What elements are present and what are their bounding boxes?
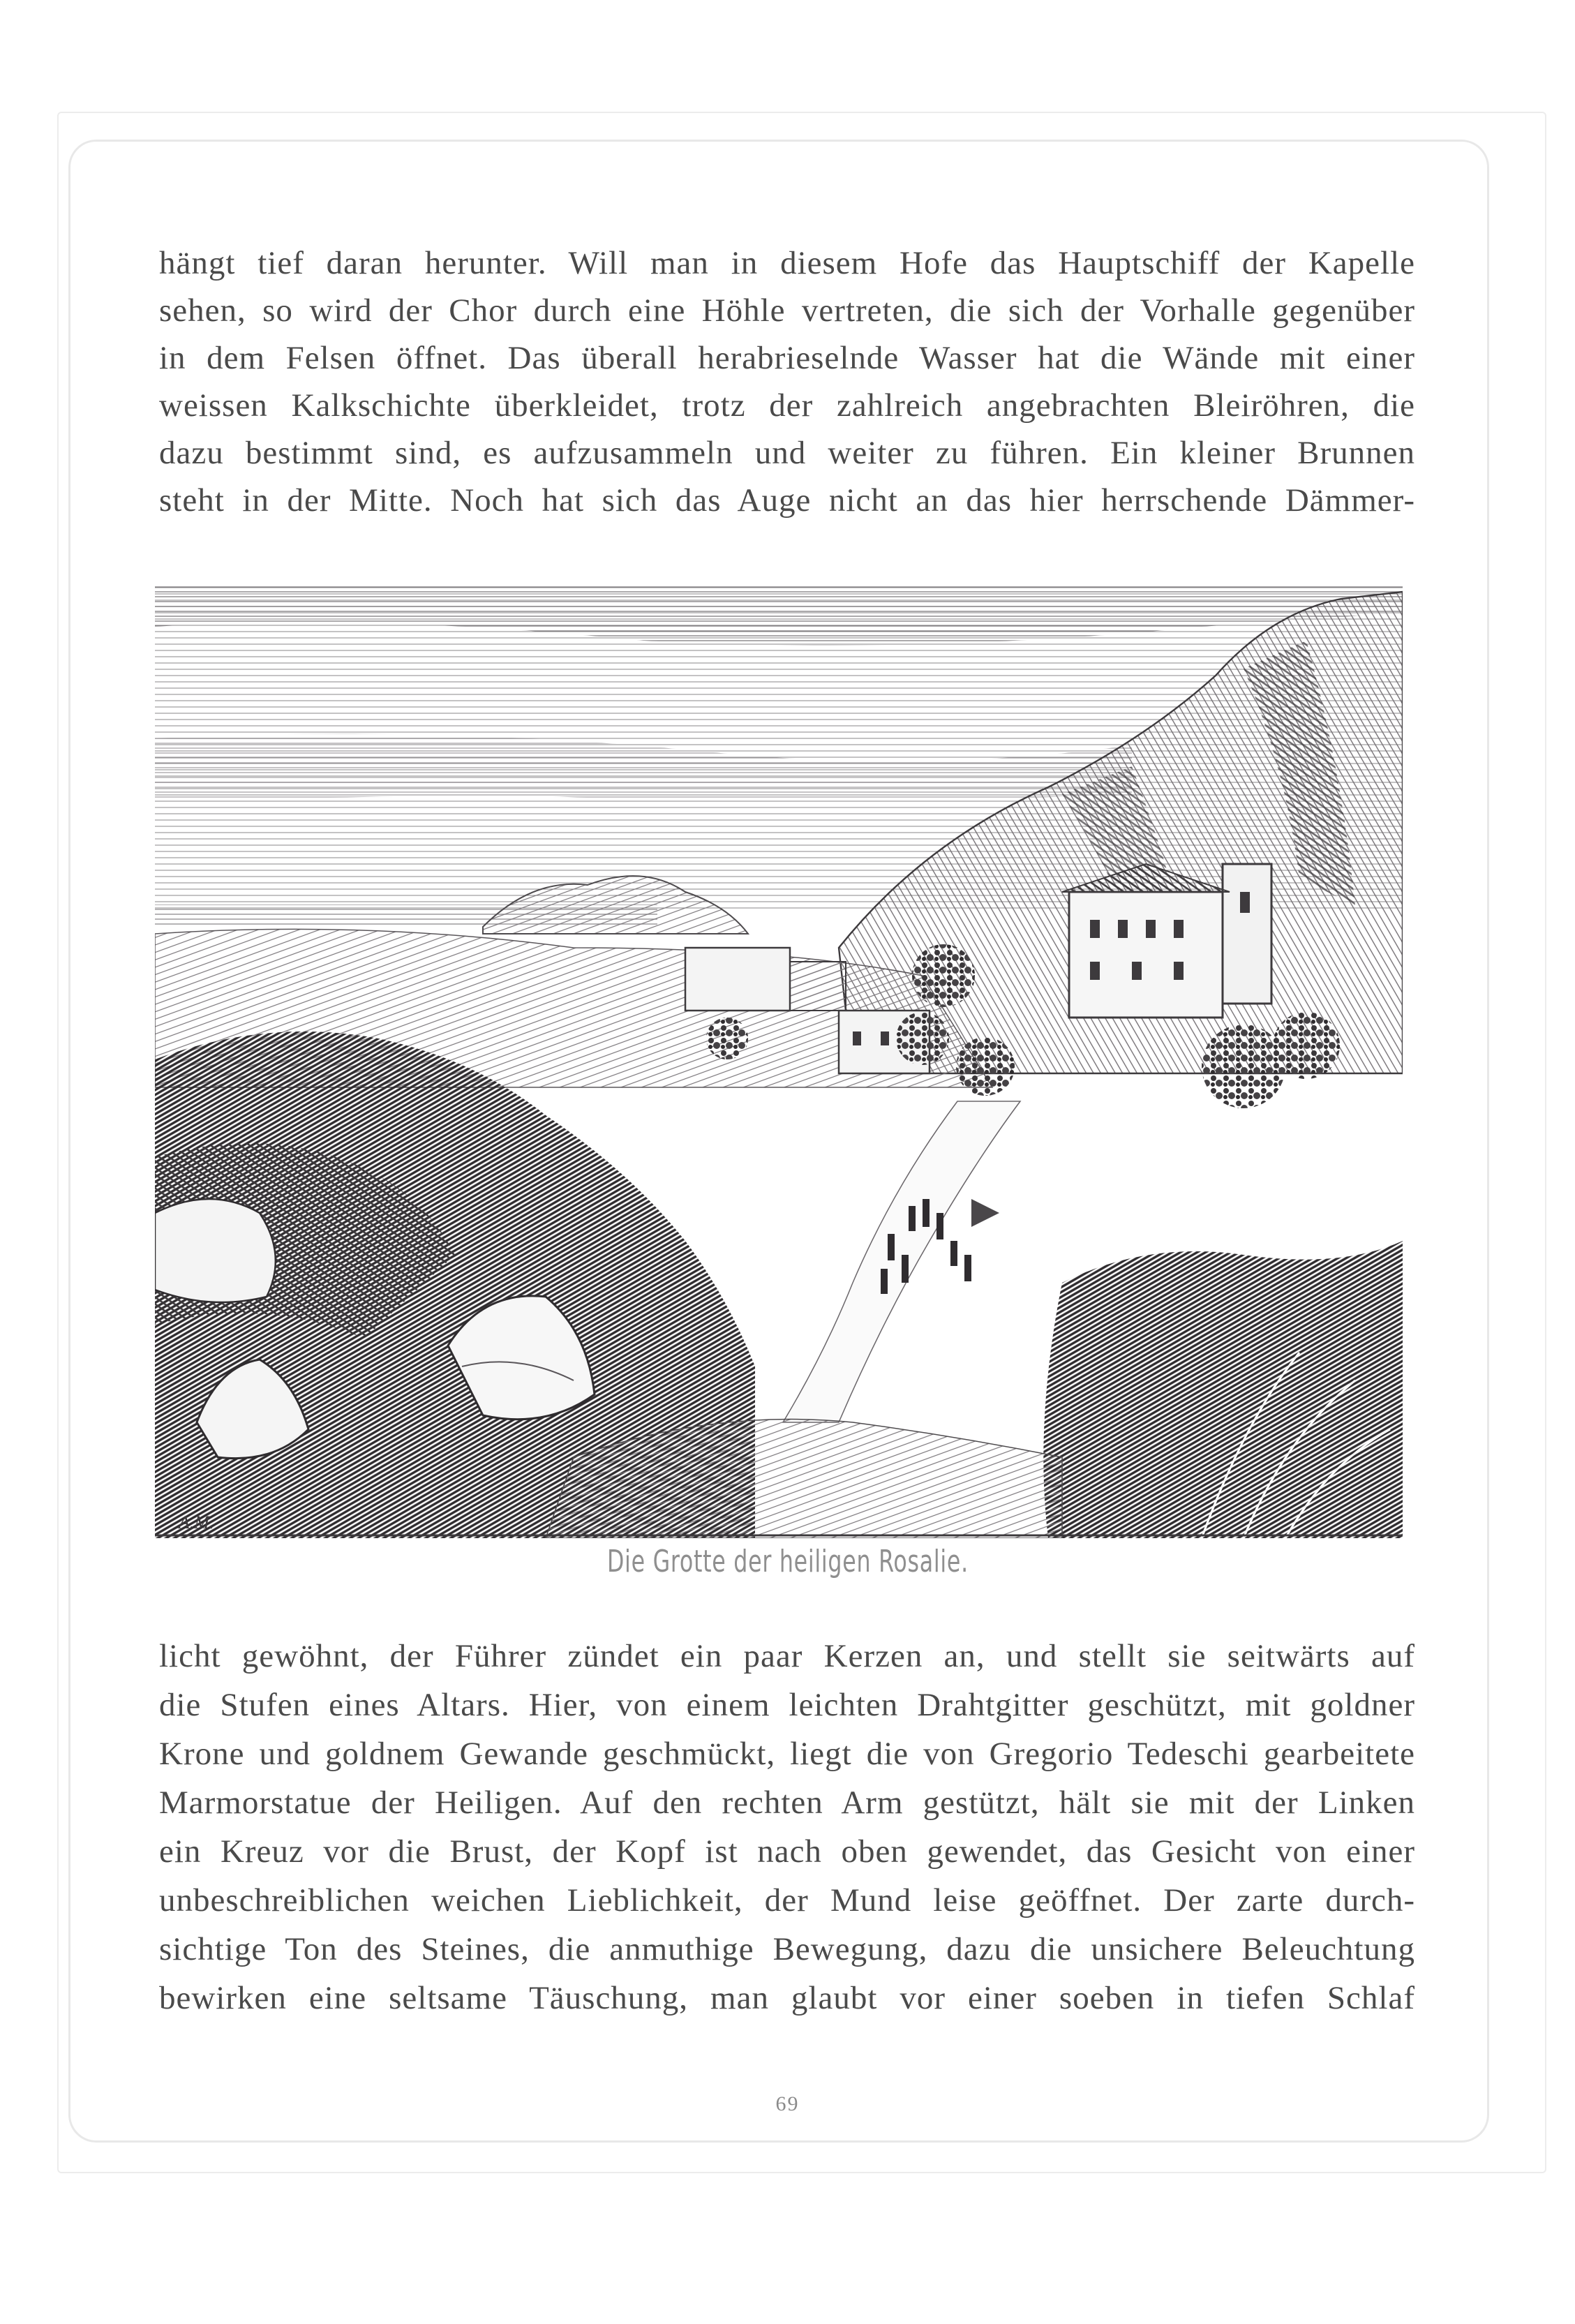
text-line: ein Kreuz vor die Brust, der Kopf ist nach oben gewendet, das Gesicht von einer xyxy=(159,1833,1415,1870)
right-bushes xyxy=(1043,1241,1403,1538)
body-text-bottom xyxy=(159,1632,1415,2023)
text-line: die Stufen eines Altars. Hier, von einem leichten Drahtgitter geschützt, mit goldner xyxy=(159,1687,1415,1723)
text-line: Krone und goldnem Gewande geschmückt, liegt die von Gregorio Tedeschi gearbeitete xyxy=(159,1736,1415,1772)
text-line: in dem Felsen öffnet. Das überall herabrieselnde Wasser hat die Wände mit einer xyxy=(159,340,1415,376)
text-line: hängt tief daran herunter. Will man in diesem Hofe das Hauptschiff der Kapelle xyxy=(159,245,1415,281)
text-line: sehen, so wird der Chor durch eine Höhle vertreten, die sich der Vorhalle gegenüber xyxy=(159,292,1415,329)
body-text-top xyxy=(159,239,1415,524)
text-line: steht in der Mitte. Noch hat sich das Auge nicht an das hier herrschende Dämmer- xyxy=(159,482,1415,519)
text-line: dazu bestimmt sind, es aufzusammeln und weiter zu führen. Ein kleiner Brunnen xyxy=(159,435,1415,471)
convent-building xyxy=(1062,864,1271,1018)
engraving-illustration xyxy=(155,585,1403,1538)
page-number: 69 xyxy=(775,2092,800,2115)
text-line: weissen Kalkschichte überkleidet, trotz der zahlreich angebrachten Bleiröhren, die xyxy=(159,387,1415,424)
engraver-monogram: A.M. xyxy=(179,1512,214,1533)
text-line: unbeschreiblichen weichen Lieblichkeit, der Mund leise geöffnet. Der zarte durch- xyxy=(159,1882,1415,1919)
text-line: Marmorstatue der Heiligen. Auf den rechten Arm gestützt, hält sie mit der Linken xyxy=(159,1785,1415,1821)
text-line: sichtige Ton des Steines, die anmuthige Bewegung, dazu die unsichere Beleuchtung xyxy=(159,1931,1415,1967)
illustration-caption: Die Grotte der heiligen Rosalie. xyxy=(606,1544,969,1579)
text-line: bewirken eine seltsame Täuschung, man glaubt vor einer soeben in tiefen Schlaf xyxy=(159,1980,1415,2016)
text-line: licht gewöhnt, der Führer zündet ein paar Kerzen an, und stellt sie seitwärts auf xyxy=(159,1638,1415,1674)
